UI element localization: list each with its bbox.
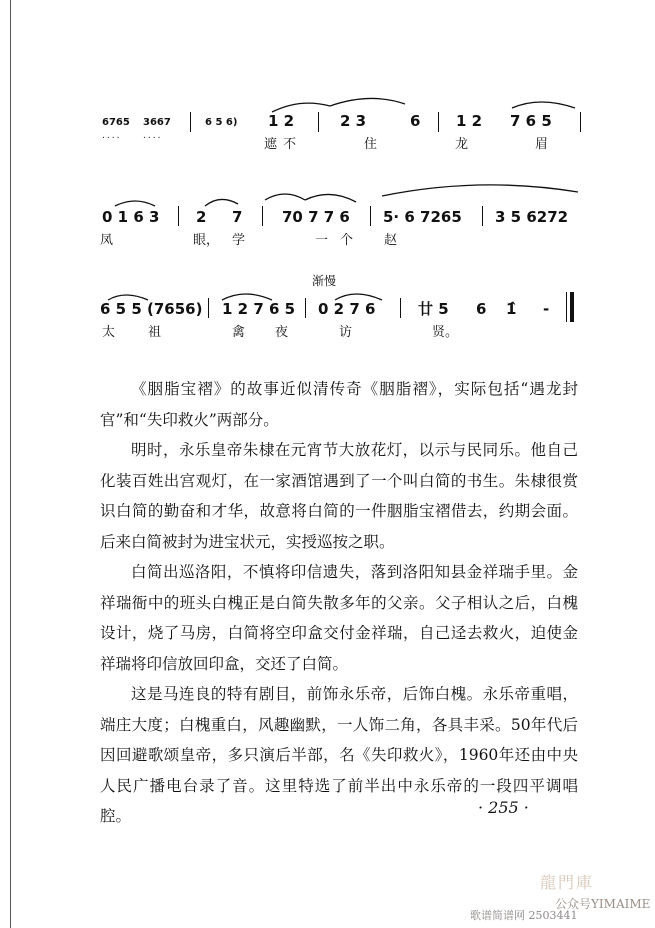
lyric: 夜 — [275, 325, 289, 340]
barline — [318, 112, 319, 132]
octave-dots: .... — [102, 131, 122, 141]
lyric: 不 — [283, 137, 297, 152]
barline — [580, 112, 581, 132]
lyric: 赵 — [384, 233, 398, 248]
note-group: 1 2 7 6 5 — [222, 300, 296, 318]
note-group: 6765 — [102, 117, 130, 128]
lyric: 学 — [232, 233, 246, 248]
lyric: 贤。 — [432, 325, 459, 340]
article-body — [100, 374, 578, 832]
lyric: 龙 — [455, 137, 469, 152]
lyric: 住 — [364, 137, 378, 152]
note-group: 0 1 6 3 — [102, 208, 160, 226]
page-number: · 255 · — [478, 798, 529, 817]
slur — [265, 194, 305, 200]
paragraph: 明时，永乐皇帝朱棣在元宵节大放花灯，以示与民同乐。他自己化装百姓出宫观灯，在一家酒馆遇到了一个叫白简的书生。朱棣很赏识白简的勤奋和才华，故意将白简的一件胭脂宝褶借去，约期会面。后来白简被封为进宝状元，实授巡按之职。 — [100, 441, 578, 551]
barline — [305, 298, 306, 318]
note: - — [543, 300, 550, 318]
slur — [512, 102, 575, 108]
barline — [482, 206, 483, 226]
lyric: 太 — [102, 325, 116, 340]
slur — [330, 98, 405, 106]
barline — [190, 112, 191, 132]
lyric: 个 — [340, 233, 354, 248]
final-barline — [566, 292, 567, 322]
paragraph: 这是马连良的特有剧目，前饰永乐帝，后饰白槐。永乐帝重唱，端庄大度；白槐重白，风趣幽默，一人饰二角，各具丰采。50年代后因回避歌颂皇帝，多只演后半部，名《失印救火》，1960年还由中央人民广播电台录了音。这里特选了前半出中永乐帝的一段四平调唱腔。 — [100, 685, 578, 825]
note-group: 2 3 — [340, 112, 367, 130]
note: 2 — [196, 208, 207, 226]
barline — [208, 298, 209, 318]
paragraph: 《胭脂宝褶》的故事近似清传奇《胭脂褶》，实际包括“遇龙封官”和“失印救火”两部分。 — [100, 380, 578, 429]
barline — [438, 112, 439, 132]
watermark-wechat: 公众号YIMAIME — [555, 897, 651, 911]
note-group: 7 6 5 — [510, 112, 552, 130]
octave-dots: .... — [143, 131, 163, 141]
barline — [178, 206, 179, 226]
note-group: 1 2 — [268, 112, 295, 130]
lyric: 祖 — [148, 325, 162, 340]
note-group: 1 2 — [456, 112, 483, 130]
note-group: 5· 6 7265 — [383, 208, 462, 226]
lyric: 眼， — [193, 233, 220, 248]
barline — [400, 298, 401, 318]
lyric: 凤 — [100, 233, 114, 248]
slur — [205, 199, 238, 206]
barline — [262, 206, 263, 226]
lyric: 禽 — [232, 325, 246, 340]
note: 6 — [476, 300, 487, 318]
note: 1̂ — [506, 300, 517, 318]
slur — [382, 185, 578, 196]
note-group: 3 5 6272 — [495, 208, 569, 226]
watermark-site: 歌谱简谱网 2503441 — [470, 909, 578, 922]
note: 7 — [232, 208, 243, 226]
jianpu-score — [0, 0, 655, 360]
note-group: 6 5 6) — [205, 117, 238, 128]
lyric: 遮 — [264, 137, 278, 152]
note-group: 6 5 5 (7656) — [100, 300, 203, 318]
slur — [115, 201, 155, 206]
note-group: 3667 — [143, 117, 171, 128]
paragraph: 白简出巡洛阳，不慎将印信遗失，落到洛阳知县金祥瑞手里。金祥瑞衙中的班头白槐正是白简失散多年的父亲。父子相认之后，白槐设计，烧了马房，白简将空印盒交付金祥瑞，自己迳去救火，迫使金祥瑞将印信放回印盒，交还了白简。 — [100, 563, 578, 673]
tempo-mark: 渐慢 — [312, 274, 337, 288]
lyric: 一 — [315, 233, 329, 248]
note-group: 0 2 7 6 — [318, 300, 376, 318]
note-group: 70 7 7 6 — [282, 208, 350, 226]
slur — [305, 194, 356, 202]
slur — [272, 103, 330, 112]
lyric: 访 — [339, 325, 353, 340]
barline — [370, 206, 371, 226]
note-group: 廿 5 — [418, 300, 449, 318]
watermark-brand: 龍門庫 — [540, 873, 595, 892]
lyric: 眉 — [535, 137, 549, 152]
note: 6 — [410, 112, 421, 130]
final-barline-thick — [570, 292, 574, 322]
